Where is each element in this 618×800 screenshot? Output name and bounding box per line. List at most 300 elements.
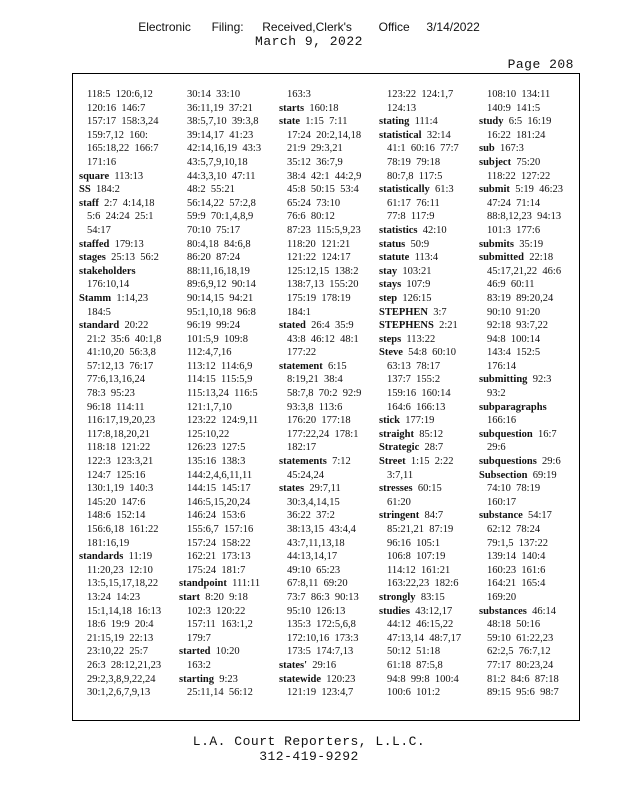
index-refs: 29:6 <box>536 456 561 468</box>
index-refs-line: 13:5,15,17,18,22 <box>87 578 159 590</box>
index-term: subparagraphs <box>479 401 547 413</box>
index-term-line <box>479 183 579 197</box>
index-refs: 6:15 <box>322 360 347 372</box>
index-refs-line: 130:1,19 140:3 <box>87 483 154 495</box>
index-refs-line: 39:14,17 41:23 <box>187 129 254 141</box>
footer-company: L.A. Court Reporters, L.L.C. <box>192 734 426 749</box>
index-term: Stamm <box>79 292 112 304</box>
index-term: started <box>179 646 211 658</box>
index-refs-line: 83:19 89:20,24 <box>487 292 554 304</box>
index-refs-line: 21:15,19 22:13 <box>87 632 154 644</box>
index-term: study <box>479 116 504 128</box>
index-refs-line: 122:3 123:3,21 <box>87 456 154 468</box>
index-refs: 2:7 4:14,18 <box>98 197 155 209</box>
index-refs-line: 44:13,14,17 <box>287 551 338 563</box>
index-column-5 <box>479 88 579 700</box>
index-column-2 <box>179 88 279 700</box>
index-term: statistically <box>379 184 430 196</box>
index-term: STEPHENS <box>379 320 434 332</box>
index-refs-line: 172:10,16 173:3 <box>287 632 359 644</box>
index-term-line <box>379 441 479 455</box>
index-refs-line: 92:18 93:7,22 <box>487 320 548 332</box>
index-refs: 54:8 60:10 <box>402 347 457 359</box>
index-refs-line: 164:21 165:4 <box>487 578 546 590</box>
index-refs: 111:11 <box>226 578 261 590</box>
index-refs: 85:12 <box>414 428 444 440</box>
index-term-line <box>379 265 479 279</box>
index-term: stresses <box>379 483 413 495</box>
index-refs-line: 17:24 20:2,14,18 <box>287 129 362 141</box>
index-refs-line: 160:17 <box>487 496 517 508</box>
index-refs-line: 145:20 147:6 <box>87 496 146 508</box>
index-term: Steve <box>379 347 403 359</box>
index-term: staffed <box>79 238 110 250</box>
index-refs-line: 78:3 95:23 <box>87 388 135 400</box>
index-term-line <box>279 455 379 469</box>
index-refs-line: 137:7 155:2 <box>387 374 441 386</box>
index-term: submitted <box>479 252 524 264</box>
index-term: stating <box>379 116 410 128</box>
index-term-line <box>179 645 279 659</box>
index-refs-line: 139:14 140:4 <box>487 551 546 563</box>
index-refs-line: 79:1,5 137:22 <box>487 537 548 549</box>
index-column-4 <box>379 88 479 700</box>
index-refs: 35:19 <box>514 238 544 250</box>
index-term-line <box>379 428 479 442</box>
index-term: starting <box>179 673 214 685</box>
index-term-line <box>279 102 379 116</box>
index-refs: 160:18 <box>304 102 339 114</box>
index-refs-line: 44:3,3,10 47:11 <box>187 170 256 182</box>
index-term-line <box>379 306 479 320</box>
index-column-1 <box>79 88 179 700</box>
index-term-line <box>79 238 179 252</box>
index-refs-line: 5:6 24:24 25:1 <box>87 211 154 223</box>
index-term-line <box>79 292 179 306</box>
index-term: start <box>179 591 200 603</box>
index-refs: 46:14 <box>526 605 557 617</box>
index-term-line <box>379 605 479 619</box>
index-refs-line: 46:9 60:11 <box>487 279 535 291</box>
index-term: Street <box>379 456 406 468</box>
index-refs-line: 157:17 158:3,24 <box>87 116 159 128</box>
index-refs-line: 118:5 120:6,12 <box>87 89 153 100</box>
index-refs-line: 50:12 51:18 <box>387 646 441 658</box>
index-refs-line: 163:3 <box>287 89 311 100</box>
index-refs-line: 144:2,4,6,11,11 <box>187 469 253 481</box>
index-refs-line: 160:23 161:6 <box>487 564 546 576</box>
index-refs-line: 143:4 152:5 <box>487 347 541 359</box>
index-term-line <box>379 414 479 428</box>
index-term: steps <box>379 333 402 345</box>
index-term: stays <box>379 279 402 291</box>
index-refs-line: 155:6,7 157:16 <box>187 524 254 535</box>
index-refs-line: 21:9 29:3,21 <box>287 143 343 155</box>
index-refs-line: 101:3 177:6 <box>487 224 541 236</box>
index-refs-line: 102:3 120:22 <box>187 605 246 617</box>
index-term: subquestions <box>479 456 537 468</box>
index-refs-line: 166:16 <box>487 415 517 427</box>
index-refs-line: 121:22 124:17 <box>287 252 351 264</box>
index-term-line <box>79 265 179 279</box>
index-refs: 113:13 <box>109 170 144 182</box>
index-refs: 113:22 <box>401 333 436 345</box>
index-refs-line: 162:21 173:13 <box>187 551 251 563</box>
index-term: standard <box>79 320 120 332</box>
index-term: submitting <box>479 374 528 386</box>
index-term: statistical <box>379 129 422 141</box>
index-term: standards <box>79 551 124 563</box>
index-term-line <box>79 550 179 564</box>
filing-office: Office <box>378 20 410 34</box>
index-refs-line: 163:2 <box>187 659 211 671</box>
index-term-line <box>79 170 179 184</box>
index-refs-line: 115:13,24 116:5 <box>187 388 258 400</box>
index-term-line <box>79 183 179 197</box>
index-term-line <box>379 292 479 306</box>
index-refs-line: 77:8 117:9 <box>387 211 435 223</box>
index-refs-line: 118:22 127:22 <box>487 170 551 182</box>
index-term: Subsection <box>479 469 528 481</box>
index-term: statement <box>279 360 323 372</box>
index-refs-line: 63:13 78:17 <box>387 360 441 372</box>
index-refs-line: 8:19,21 38:4 <box>287 374 343 386</box>
index-refs: 42:10 <box>417 224 447 236</box>
index-refs-line: 44:12 46:15,22 <box>387 619 454 631</box>
index-refs: 43:12,17 <box>409 605 453 617</box>
index-term-line <box>479 238 579 252</box>
index-refs-line: 146:24 153:6 <box>187 510 246 522</box>
index-refs-line: 181:16,19 <box>87 537 130 549</box>
index-term-line <box>379 455 479 469</box>
filing-electronic: Electronic <box>138 20 191 34</box>
index-refs-line: 88:8,12,23 94:13 <box>487 211 562 223</box>
index-refs-line: 41:10,20 56:3,8 <box>87 347 156 359</box>
index-refs-line: 184:1 <box>287 306 311 318</box>
index-refs: 92:3 <box>527 374 552 386</box>
index-refs: 2:21 <box>433 320 458 332</box>
index-refs: 8:20 9:18 <box>200 591 248 603</box>
index-term-line <box>479 605 579 619</box>
page-number: Page 208 <box>507 57 574 72</box>
index-refs-line: 35:12 36:7,9 <box>287 156 343 168</box>
index-refs-line: 175:19 178:19 <box>287 292 351 304</box>
index-refs-line: 62:12 78:24 <box>487 524 541 535</box>
index-term: status <box>379 238 406 250</box>
index-refs-line: 18:6 19:9 20:4 <box>87 619 154 631</box>
index-refs-line: 118:18 121:22 <box>87 442 151 454</box>
index-refs: 1:14,23 <box>111 292 149 304</box>
index-refs-line: 157:11 163:1,2 <box>187 619 253 631</box>
index-term: stated <box>279 320 306 332</box>
index-term-line <box>379 333 479 347</box>
index-term-line <box>279 482 379 496</box>
index-term-line <box>279 360 379 374</box>
index-refs-line: 176:14 <box>487 360 517 372</box>
index-term-line <box>479 115 579 129</box>
index-refs-line: 89:15 95:6 98:7 <box>487 687 559 699</box>
index-refs-line: 30:14 33:10 <box>187 89 241 100</box>
transcript-date: March 9, 2022 <box>255 34 363 49</box>
index-refs-line: 157:24 158:22 <box>187 537 251 549</box>
index-refs-line: 38:4 42:1 44:2,9 <box>287 170 362 182</box>
index-refs-line: 114:12 161:21 <box>387 564 451 576</box>
index-refs: 20:22 <box>119 320 149 332</box>
index-term: staff <box>79 197 99 209</box>
index-refs-line: 42:14,16,19 43:3 <box>187 143 262 155</box>
index-refs-line: 74:10 78:19 <box>487 483 541 495</box>
index-refs-line: 121:19 123:4,7 <box>287 687 354 699</box>
index-refs-line: 25:11,14 56:12 <box>187 687 253 699</box>
index-term: states' <box>279 659 307 671</box>
index-refs-line: 156:6,18 161:22 <box>87 524 159 535</box>
index-refs-line: 29:6 <box>487 442 506 454</box>
index-refs-line: 148:6 152:14 <box>87 510 146 522</box>
index-term-line <box>479 251 579 265</box>
index-refs: 29:7,11 <box>304 483 341 495</box>
index-refs: 103:21 <box>397 265 432 277</box>
index-refs-line: 90:10 91:20 <box>487 306 541 318</box>
index-term: starts <box>279 102 305 114</box>
index-refs-line: 106:8 107:19 <box>387 551 446 563</box>
index-term: subquestion <box>479 428 533 440</box>
footer-phone: 312-419-9292 <box>259 749 359 764</box>
index-refs: 26:4 35:9 <box>305 320 354 332</box>
index-refs: 107:9 <box>401 279 431 291</box>
index-refs-line: 177:22 <box>287 347 317 359</box>
index-refs-line: 93:2 <box>487 388 506 400</box>
index-term-line <box>379 115 479 129</box>
index-term-line <box>479 373 579 387</box>
index-refs: 5:19 46:23 <box>509 184 564 196</box>
index-refs: 10:20 <box>210 646 240 658</box>
index-refs: 9:23 <box>214 673 238 685</box>
index-refs-line: 182:17 <box>287 442 317 454</box>
index-refs-line: 146:5,15,20,24 <box>187 496 251 508</box>
filing-header <box>0 20 618 34</box>
index-term: submit <box>479 184 510 196</box>
index-term: stringent <box>379 510 420 522</box>
index-refs-line: 61:18 87:5,8 <box>387 659 443 671</box>
index-refs-line: 70:10 75:17 <box>187 224 241 236</box>
index-refs-line: 135:16 138:3 <box>187 456 246 468</box>
index-term: statements <box>279 456 327 468</box>
index-refs-line: 96:18 114:11 <box>87 401 145 413</box>
index-refs-line: 159:7,12 160: <box>87 129 148 141</box>
index-refs: 184:2 <box>90 184 120 196</box>
index-refs: 3:7 <box>428 306 447 318</box>
index-refs: 167:3 <box>494 143 524 155</box>
index-term-line <box>179 577 279 591</box>
index-refs-line: 163:22,23 182:6 <box>387 578 459 590</box>
index-refs-line: 65:24 73:10 <box>287 197 341 209</box>
index-refs-line: 169:20 <box>487 591 517 603</box>
index-term: stakeholders <box>79 265 136 277</box>
index-refs-line: 94:8 100:14 <box>487 333 541 345</box>
index-refs-line: 121:1,7,10 <box>187 401 232 413</box>
index-refs-line: 184:5 <box>87 306 111 318</box>
index-refs-line: 59:9 70:1,4,8,9 <box>187 211 254 223</box>
index-refs-line: 85:21,21 87:19 <box>387 524 454 535</box>
index-refs-line: 30:1,2,6,7,9,13 <box>87 687 151 699</box>
index-refs-line: 48:18 50:16 <box>487 619 541 631</box>
index-refs-line: 47:13,14 48:7,17 <box>387 632 462 644</box>
index-refs: 69:19 <box>527 469 557 481</box>
index-refs-line: 29:2,3,8,9,22,24 <box>87 673 156 685</box>
index-term: stick <box>379 415 400 427</box>
index-term: step <box>379 292 398 304</box>
index-refs: 28:7 <box>419 442 444 454</box>
index-term-line <box>379 238 479 252</box>
index-refs-line: 59:10 61:22,23 <box>487 632 554 644</box>
index-refs-line: 23:10,22 25:7 <box>87 646 148 658</box>
index-term: SS <box>79 184 91 196</box>
index-term: STEPHEN <box>379 306 429 318</box>
index-refs-line: 93:3,8 113:6 <box>287 401 343 413</box>
index-refs-line: 90:14,15 94:21 <box>187 292 254 304</box>
index-refs-line: 86:20 87:24 <box>187 252 241 264</box>
index-refs-line: 112:4,7,16 <box>187 347 232 359</box>
index-term-line <box>379 591 479 605</box>
index-refs: 83:15 <box>415 591 445 603</box>
index-term: stages <box>79 252 106 264</box>
index-refs-line: 176:10,14 <box>87 279 130 291</box>
index-refs-line: 124:13 <box>387 102 417 114</box>
index-refs-line: 120:16 146:7 <box>87 102 146 114</box>
index-refs: 32:14 <box>421 129 451 141</box>
index-refs: 126:15 <box>397 292 432 304</box>
index-term: straight <box>379 428 414 440</box>
index-refs-line: 38:5,7,10 39:3,8 <box>187 116 259 128</box>
index-refs-line: 135:3 172:5,6,8 <box>287 619 356 631</box>
index-term: state <box>279 116 300 128</box>
index-term: substances <box>479 605 527 617</box>
index-term-line <box>479 509 579 523</box>
index-refs-line: 173:5 174:7,13 <box>287 646 354 658</box>
index-refs: 11:19 <box>123 551 153 563</box>
index-refs-line: 123:22 124:1,7 <box>387 89 454 100</box>
index-term: statute <box>379 252 410 264</box>
index-refs-line: 116:17,19,20,23 <box>87 415 156 427</box>
index-refs-line: 77:17 80:23,24 <box>487 659 554 671</box>
index-refs-line: 81:2 84:6 87:18 <box>487 673 559 685</box>
index-refs-line: 171:16 <box>87 156 117 168</box>
index-term: subject <box>479 156 512 168</box>
index-refs-line: 101:5,9 109:8 <box>187 333 248 345</box>
index-refs-line: 30:3,4,14,15 <box>287 496 340 508</box>
index-term-line <box>79 251 179 265</box>
index-term-line <box>479 156 579 170</box>
index-refs-line: 61:20 <box>387 496 411 508</box>
index-refs-line: 87:23 115:5,9,23 <box>287 224 361 236</box>
index-term-line <box>79 319 179 333</box>
index-refs-line: 67:8,11 69:20 <box>287 578 348 590</box>
index-refs-line: 47:24 71:14 <box>487 197 541 209</box>
index-refs: 61:3 <box>429 184 454 196</box>
index-refs-line: 96:16 105:1 <box>387 537 441 549</box>
filing-date: 3/14/2022 <box>426 20 480 34</box>
index-refs: 22:18 <box>523 252 554 264</box>
index-refs-line: 114:15 115:5,9 <box>187 374 253 386</box>
index-term: submits <box>479 238 515 250</box>
index-refs-line: 41:1 60:16 77:7 <box>387 143 459 155</box>
index-refs-line: 76:6 80:12 <box>287 211 335 223</box>
index-refs-line: 58:7,8 70:2 92:9 <box>287 388 362 400</box>
index-refs: 120:23 <box>321 673 356 685</box>
index-term-line <box>79 197 179 211</box>
index-refs-line: 21:2 35:6 40:1,8 <box>87 333 162 345</box>
index-term: stay <box>379 265 398 277</box>
index-refs: 50:9 <box>405 238 430 250</box>
index-refs-line: 108:10 134:11 <box>487 89 551 100</box>
index-term-line <box>379 129 479 143</box>
index-refs-line: 100:6 101:2 <box>387 687 441 699</box>
index-refs-line: 165:18,22 166:7 <box>87 143 159 155</box>
index-term: sub <box>479 143 495 155</box>
index-refs-line: 62:2,5 76:7,12 <box>487 646 551 658</box>
index-refs-line: 54:17 <box>87 224 111 236</box>
index-refs-line: 118:20 121:21 <box>287 238 351 250</box>
index-refs-line: 95:1,10,18 96:8 <box>187 306 256 318</box>
index-term-line <box>479 401 579 415</box>
index-term-line <box>379 319 479 333</box>
index-refs-line: 94:8 99:8 100:4 <box>387 673 459 685</box>
index-refs-line: 13:24 14:23 <box>87 591 141 603</box>
index-refs-line: 175:24 181:7 <box>187 564 246 576</box>
index-frame <box>72 73 580 721</box>
index-refs-line: 125:12,15 138:2 <box>287 265 359 277</box>
index-refs-line: 61:17 76:11 <box>387 197 440 209</box>
index-refs-line: 80:7,8 117:5 <box>387 170 443 182</box>
index-refs-line: 3:7,11 <box>387 469 414 481</box>
index-refs: 7:12 <box>326 456 351 468</box>
index-refs-line: 45:8 50:15 53:4 <box>287 184 359 196</box>
index-refs: 29:16 <box>307 659 337 671</box>
filing-label: Filing: <box>211 20 244 34</box>
index-refs-line: 11:20,23 12:10 <box>87 564 153 576</box>
index-term-line <box>379 346 479 360</box>
index-term: statewide <box>279 673 321 685</box>
index-refs: 25:13 56:2 <box>105 252 159 264</box>
index-refs: 84:7 <box>419 510 444 522</box>
index-refs-line: 144:15 145:17 <box>187 483 251 495</box>
index-term-line <box>379 183 479 197</box>
index-refs-line: 124:7 125:16 <box>87 469 146 481</box>
index-refs-line: 179:7 <box>187 632 211 644</box>
index-refs: 54:17 <box>522 510 552 522</box>
index-term-line <box>279 673 379 687</box>
index-refs-line: 43:5,7,9,10,18 <box>187 156 248 168</box>
index-refs-line: 38:13,15 43:4,4 <box>287 524 356 535</box>
index-column-3 <box>279 88 379 700</box>
index-refs-line: 73:7 86:3 90:13 <box>287 591 359 603</box>
index-refs: 111:4 <box>409 116 438 128</box>
index-refs-line: 26:3 28:12,21,23 <box>87 659 162 671</box>
index-term: substance <box>479 510 523 522</box>
index-refs: 1:15 2:22 <box>405 456 454 468</box>
index-refs: 16:7 <box>532 428 557 440</box>
index-term-line <box>279 115 379 129</box>
index-term: statistics <box>379 224 418 236</box>
index-refs-line: 16:22 181:24 <box>487 129 546 141</box>
index-term-line <box>379 224 479 238</box>
index-term-line <box>479 428 579 442</box>
index-refs: 179:13 <box>109 238 144 250</box>
index-refs: 1:15 7:11 <box>300 116 348 128</box>
index-refs-line: 176:20 177:18 <box>287 415 351 427</box>
index-refs-line: 43:7,11,13,18 <box>287 537 345 549</box>
index-term-line <box>379 509 479 523</box>
